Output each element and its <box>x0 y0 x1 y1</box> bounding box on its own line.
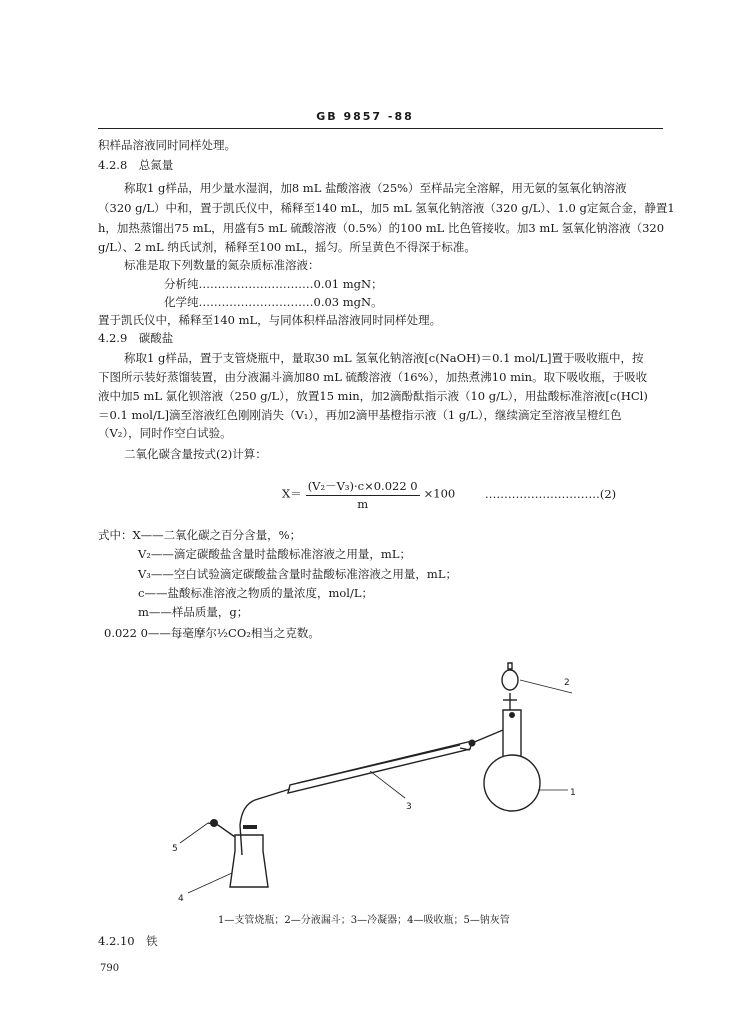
formula-rhs: ×100 <box>423 486 456 501</box>
text-line: 下图所示装好蒸馏装置，由分液漏斗滴加80 mL 硫酸溶液（16%），加热煮沸10 min。取下吸收瓶，于吸收 <box>98 370 648 384</box>
where-line: V₂——滴定碳酸盐含量时盐酸标准溶液之用量，mL； <box>138 547 411 561</box>
section-heading: 4.2.10 铁 <box>98 934 158 948</box>
text-line: 液中加5 mL 氯化钡溶液（250 g/L），放置15 min，加2滴酚酞指示液（10 g/L），用盐酸标准溶液[c(HCl) <box>98 389 648 403</box>
header-rule <box>98 128 663 129</box>
where-line: m——样品质量，g； <box>138 605 249 619</box>
formula-fraction <box>306 478 420 511</box>
text-line: （320 g/L）中和，置于凯氏仪中，稀释至140 mL，加5 mL 氢氧化钠溶液（320 g/L）、1.0 g定氮合金，静置1 <box>98 201 675 215</box>
figure-label-2: 2 <box>564 678 570 688</box>
delivery-tube <box>240 789 290 855</box>
where-line: V₃——空白试验滴定碳酸盐含量时盐酸标准溶液之用量，mL； <box>138 567 457 581</box>
standard-item: 分析纯…………………………0.01 mgN； <box>164 277 383 291</box>
soda-lime-granules <box>210 819 218 827</box>
text-line: 标准是取下列数量的氮杂质标准溶液： <box>124 258 320 272</box>
text-line: ＝0.1 mol/L]滴至溶液红色刚刚消失（V₁），再加2滴甲基橙指示液（1 g/L），继续滴定至溶液呈橙红色 <box>98 408 622 422</box>
text-line: 称取1 g样品，置于支管烧瓶中，量取30 mL 氢氧化钠溶液[c(NaOH)＝0.1 mol/L]置于吸收瓶中，按 <box>124 351 644 365</box>
formula-denominator: m <box>357 497 369 511</box>
formula-numerator: (V₂－V₃)·c×0.022 0 <box>306 478 420 496</box>
text-line: 置于凯氏仪中，稀释至140 mL，与同体积样品溶液同时同样处理。 <box>98 313 442 327</box>
where-line: 式中：X——二氧化碳之百分含量，%； <box>98 528 302 542</box>
where-line: c——盐酸标准溶液之物质的量浓度，mol/L； <box>138 586 373 600</box>
condenser-outlet-port <box>460 748 470 750</box>
text-line: （V₂），同时作空白试验。 <box>98 426 232 440</box>
section-heading: 4.2.9 碳酸盐 <box>98 331 174 345</box>
absorption-bottle <box>230 835 268 887</box>
leader-5 <box>180 823 208 843</box>
funnel-stopper <box>508 663 512 669</box>
figure-caption: 1—支管烧瓶；2—分液漏斗；3—冷凝器；4—吸收瓶；5—钠灰管 <box>218 915 510 926</box>
bottle-stopper <box>243 825 257 829</box>
leader-3 <box>370 771 405 798</box>
text-line: 二氧化碳含量按式(2)计算： <box>124 447 267 461</box>
condenser-inner-tube <box>298 745 460 783</box>
figure-label-1: 1 <box>570 788 576 798</box>
doc-header: GB 9857 -88 <box>316 110 414 123</box>
figure-label-5: 5 <box>172 844 178 854</box>
leader-4 <box>188 873 232 893</box>
neck-clamp <box>509 712 515 718</box>
round-flask-body <box>484 755 540 811</box>
distillation-apparatus-figure <box>160 655 590 910</box>
text-line: 积样品溶液同时同样处理。 <box>98 138 236 152</box>
side-arm <box>472 730 503 743</box>
where-line: 0.022 0——每毫摩尔½CO₂相当之克数。 <box>104 626 320 640</box>
formula-number: …………………………(2) <box>484 486 617 501</box>
separatory-funnel <box>502 670 518 690</box>
figure-label-4: 4 <box>178 894 184 904</box>
text-line: g/L）、2 mL 纳氏试剂，稀释至100 mL，摇匀。所呈黄色不得深于标准。 <box>98 240 476 254</box>
text-line: 称取1 g样品，用少量水湿润，加8 mL 盐酸溶液（25%）至样品完全溶解，用无氨的氢氧化钠溶液 <box>124 181 627 195</box>
formula-lhs: X＝ <box>282 486 302 501</box>
section-heading: 4.2.8 总氮量 <box>98 158 174 172</box>
standard-item: 化学纯…………………………0.03 mgN。 <box>164 295 383 309</box>
joint-clamp <box>469 740 476 747</box>
figure-label-3: 3 <box>406 802 412 812</box>
text-line: h，加热蒸馏出75 mL，用盛有5 mL 硫酸溶液（0.5%）的100 mL 比色管接收。加3 mL 氢氧化钠溶液（320 <box>98 221 665 235</box>
page-number: 790 <box>100 963 120 974</box>
formula <box>282 478 616 511</box>
